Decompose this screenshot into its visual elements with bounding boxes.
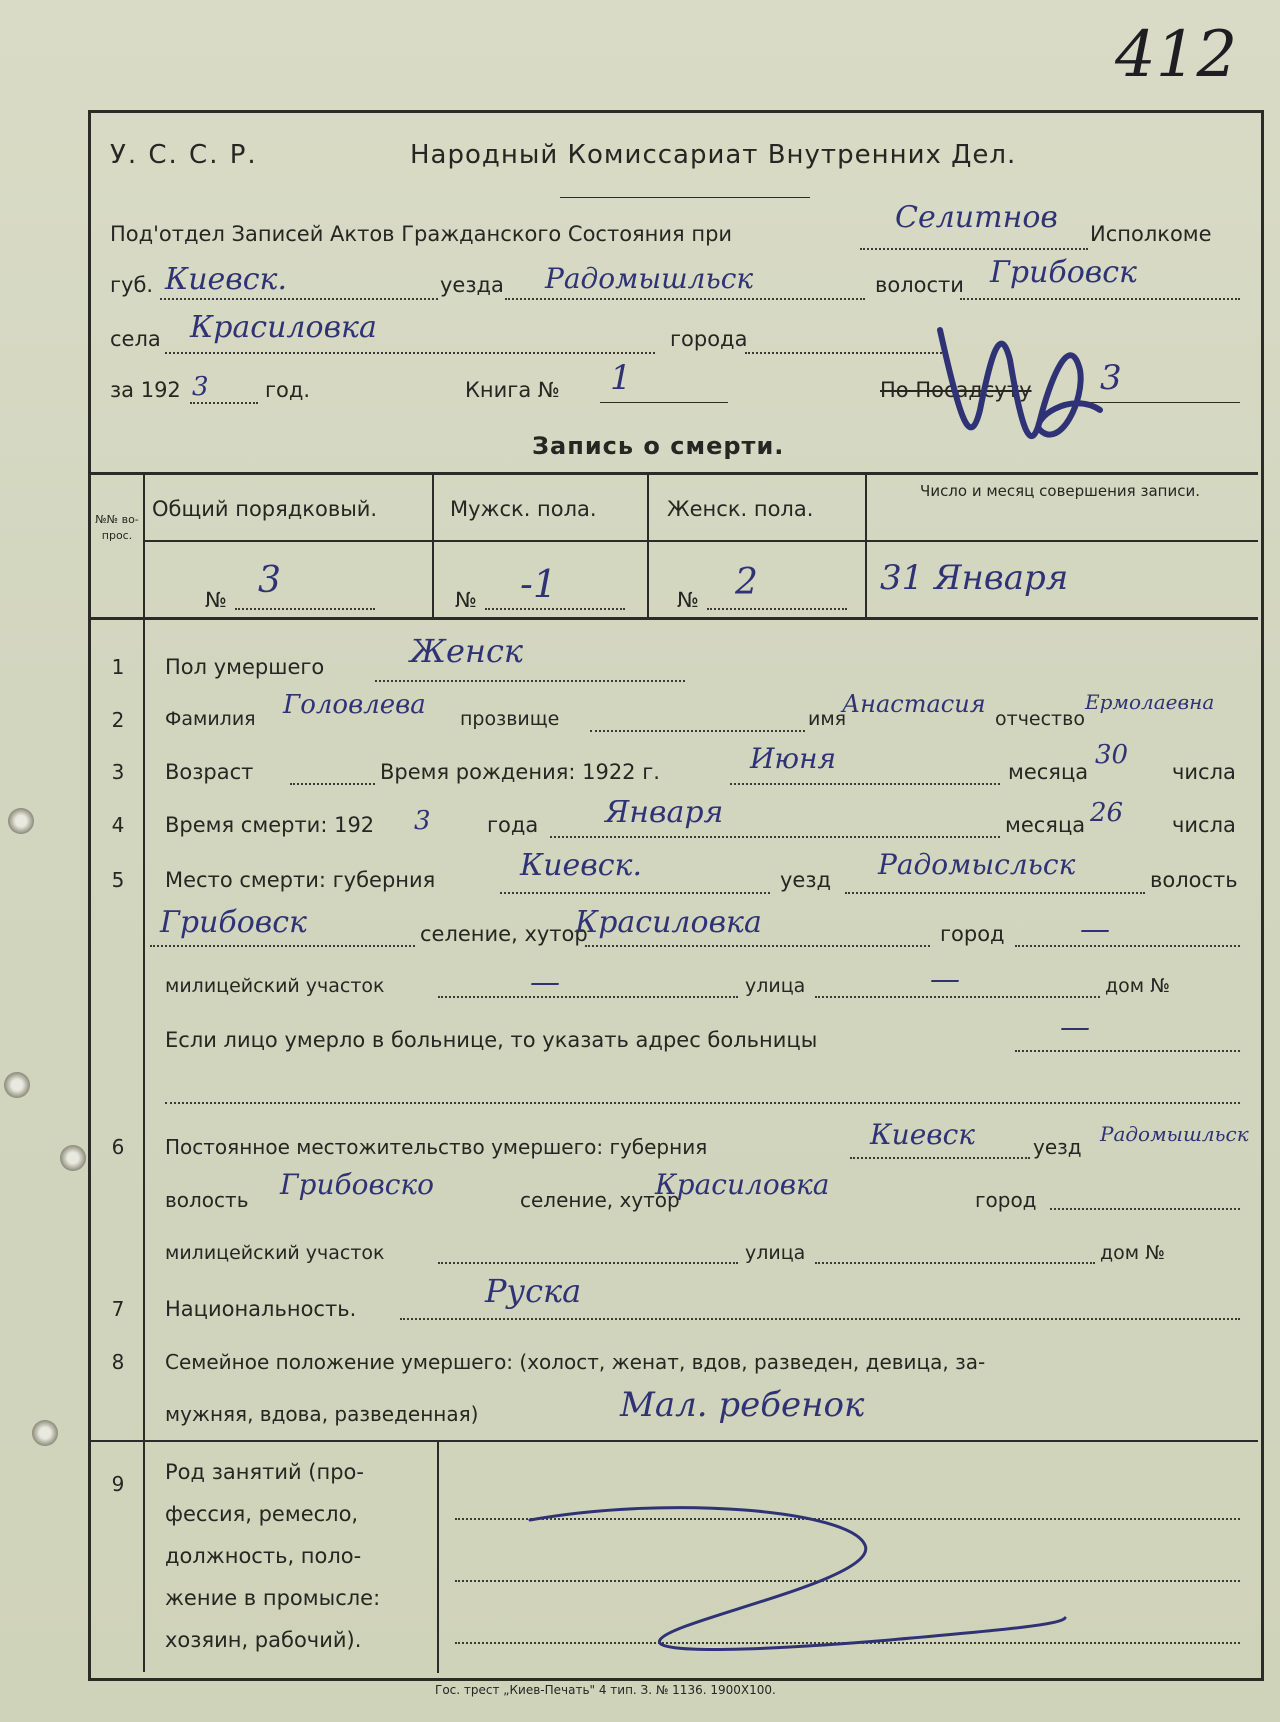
col-male: Мужск. пола. bbox=[450, 497, 597, 521]
hospital-fill-2 bbox=[165, 1102, 1240, 1104]
marital-value: Мал. ребенок bbox=[620, 1385, 865, 1425]
residence-street-label: улица bbox=[745, 1242, 806, 1264]
residence-uezd-value: Радомышльск bbox=[1100, 1122, 1249, 1146]
female-value: 2 bbox=[735, 562, 758, 603]
place-selo-value: Красиловка bbox=[575, 905, 762, 940]
surname-value: Головлева bbox=[283, 690, 426, 720]
residence-street-fill bbox=[815, 1262, 1095, 1264]
year-fill bbox=[190, 402, 258, 404]
gub-label: губ. bbox=[110, 273, 154, 297]
birth-day-label: числа bbox=[1172, 760, 1236, 784]
ussr-label: У. С. С. Р. bbox=[110, 140, 258, 170]
gub-value: Киевск. bbox=[165, 262, 288, 297]
patronymic-value: Ермолаевна bbox=[1085, 690, 1215, 714]
hospital-label: Если лицо умерло в больнице, то указать адрес больницы bbox=[165, 1028, 818, 1052]
table-col-3 bbox=[647, 472, 649, 617]
place-volost-fill bbox=[150, 945, 415, 947]
residence-label: Постоянное местожительство умершего: губерния bbox=[165, 1135, 708, 1159]
occupation-label-1: Род занятий (про- bbox=[165, 1460, 364, 1484]
col-female: Женск. пола. bbox=[667, 497, 814, 521]
patronymic-label: отчество bbox=[995, 708, 1085, 730]
god-label: год. bbox=[265, 378, 311, 402]
subdept-label: Под'отдел Записей Актов Гражданского Состояния при bbox=[110, 222, 733, 246]
female-fill bbox=[707, 608, 847, 610]
sex-label: Пол умершего bbox=[165, 655, 325, 679]
numbers-column bbox=[143, 617, 145, 1672]
table-header-bottom bbox=[145, 540, 1258, 542]
place-volost-value: Грибовск bbox=[160, 905, 307, 940]
general-fill bbox=[235, 608, 375, 610]
militia-dash: — bbox=[530, 965, 560, 1000]
col-question-numbers: №№ во-прос. bbox=[95, 513, 139, 542]
occupation-label-4: жение в промысле: bbox=[165, 1586, 381, 1610]
name-label: имя bbox=[808, 708, 847, 730]
female-no-label: № bbox=[677, 588, 699, 612]
male-value: -1 bbox=[520, 562, 558, 606]
sex-fill bbox=[375, 680, 685, 682]
place-label: Место смерти: губерния bbox=[165, 868, 436, 892]
book-fill bbox=[600, 402, 728, 403]
subdept-fill bbox=[860, 248, 1088, 250]
place-gub-fill bbox=[500, 892, 770, 894]
marital-label-2: мужняя, вдова, разведенная) bbox=[165, 1402, 479, 1426]
col-general: Общий порядковый. bbox=[152, 497, 378, 521]
row-number: 9 bbox=[111, 1472, 125, 1496]
occupation-label-3: должность, поло- bbox=[165, 1544, 362, 1568]
row-number: 5 bbox=[111, 868, 125, 892]
row-number: 4 bbox=[111, 813, 125, 837]
street-dash: — bbox=[930, 962, 960, 997]
residence-volost-label: волость bbox=[165, 1188, 249, 1212]
place-gub-value: Киевск. bbox=[520, 848, 643, 883]
male-fill bbox=[485, 608, 625, 610]
militia-label: милицейский участок bbox=[165, 975, 385, 997]
residence-volost-value: Грибовско bbox=[280, 1168, 434, 1201]
date-value: 31 Января bbox=[880, 558, 1069, 598]
volost-label: волости bbox=[875, 273, 964, 297]
nationality-value: Руска bbox=[485, 1272, 582, 1310]
general-value: 3 bbox=[258, 560, 281, 601]
commissariat-title: Народный Комиссариат Внутренних Дел. bbox=[410, 140, 1017, 170]
residence-gub-fill bbox=[850, 1157, 1030, 1159]
year-digit: 3 bbox=[192, 372, 209, 402]
book-label: Книга № bbox=[465, 378, 560, 402]
marital-label-1: Семейное положение умершего: (холост, женат, вдов, разведен, девица, за- bbox=[165, 1350, 986, 1374]
age-fill bbox=[290, 783, 375, 785]
subdept-value: Селитнов bbox=[895, 200, 1058, 235]
death-month-label: месяца bbox=[1005, 813, 1086, 837]
year-label: за 192 bbox=[110, 378, 181, 402]
row-number: 6 bbox=[111, 1135, 125, 1159]
death-day-label: числа bbox=[1172, 813, 1236, 837]
po-value: 3 bbox=[1100, 358, 1122, 398]
birth-day-value: 30 bbox=[1095, 740, 1129, 770]
hospital-dash: — bbox=[1060, 1010, 1090, 1045]
place-volost-label: волость bbox=[1150, 868, 1238, 892]
gub-fill bbox=[160, 298, 438, 300]
residence-militia-fill bbox=[438, 1262, 738, 1264]
militia-fill bbox=[438, 996, 738, 998]
printer-footer: Гос. трест „Киев-Печать" 4 тип. З. № 1136. 1900Х100. bbox=[435, 1683, 776, 1697]
death-day-value: 26 bbox=[1090, 798, 1124, 828]
male-no-label: № bbox=[455, 588, 477, 612]
hospital-fill bbox=[1015, 1050, 1240, 1052]
row-number: 7 bbox=[111, 1297, 125, 1321]
table-bottom bbox=[90, 617, 1258, 620]
sex-value: Женск bbox=[410, 632, 523, 670]
house-label: дом № bbox=[1105, 975, 1170, 997]
surname-label: Фамилия bbox=[165, 708, 256, 730]
scribble-mark bbox=[920, 300, 1120, 480]
death-label: Время смерти: 192 bbox=[165, 813, 375, 837]
table-col-4 bbox=[865, 472, 867, 617]
selo-fill bbox=[165, 352, 655, 354]
death-month-value: Января bbox=[605, 795, 724, 830]
record-title: Запись о смерти. bbox=[532, 432, 785, 460]
punch-hole bbox=[32, 1420, 58, 1446]
subdept-tail: Исполкоме bbox=[1090, 222, 1212, 246]
punch-hole bbox=[60, 1145, 86, 1171]
punch-hole bbox=[8, 808, 34, 834]
row-number: 3 bbox=[111, 760, 125, 784]
occupation-divider bbox=[437, 1440, 439, 1673]
place-uezd-value: Радомысльск bbox=[878, 848, 1076, 881]
place-selo-fill bbox=[585, 945, 930, 947]
row8-bottom bbox=[90, 1440, 1258, 1442]
gorod-fill bbox=[745, 352, 945, 354]
table-col-1 bbox=[143, 472, 145, 617]
gorod-label: города bbox=[670, 327, 748, 351]
punch-hole bbox=[4, 1072, 30, 1098]
residence-militia-label: милицейский участок bbox=[165, 1242, 385, 1264]
uezd-value: Радомышльск bbox=[545, 262, 754, 295]
selo-value: Красиловка bbox=[190, 310, 377, 345]
col-date: Число и месяц совершения записи. bbox=[920, 482, 1200, 500]
occupation-strike-mark bbox=[520, 1500, 1080, 1660]
birth-month-label: месяца bbox=[1008, 760, 1089, 784]
place-gorod-dash: — bbox=[1080, 912, 1110, 947]
place-uezd-label: уезд bbox=[780, 868, 832, 892]
place-gorod-fill bbox=[1015, 945, 1240, 947]
table-col-2 bbox=[432, 472, 434, 617]
occupation-label-2: фессия, ремесло, bbox=[165, 1502, 359, 1526]
place-selo-label: селение, хутор bbox=[420, 922, 588, 946]
occupation-label-5: хозяин, рабочий). bbox=[165, 1628, 362, 1652]
name-value: Анастасия bbox=[842, 690, 986, 718]
selo-label: села bbox=[110, 327, 161, 351]
residence-selo-value: Красиловка bbox=[655, 1168, 830, 1201]
birth-month-value: Июня bbox=[750, 742, 837, 775]
nationality-fill bbox=[400, 1318, 1240, 1320]
book-value: 1 bbox=[610, 358, 632, 398]
residence-gorod-fill bbox=[1050, 1208, 1240, 1210]
volost-value: Грибовск bbox=[990, 255, 1137, 290]
nationality-label: Национальность. bbox=[165, 1297, 357, 1321]
page-number: 412 bbox=[1115, 18, 1238, 92]
general-no-label: № bbox=[205, 588, 227, 612]
residence-gorod-label: город bbox=[975, 1188, 1037, 1212]
residence-selo-label: селение, хутор bbox=[520, 1188, 680, 1212]
place-gorod-label: город bbox=[940, 922, 1005, 946]
table-top bbox=[90, 472, 1258, 475]
po-label: По Посадсуту bbox=[880, 378, 1032, 402]
place-uezd-fill bbox=[845, 892, 1145, 894]
nickname-label: прозвище bbox=[460, 708, 560, 730]
age-label: Возраст bbox=[165, 760, 254, 784]
header-rule bbox=[560, 197, 810, 198]
birth-month-fill bbox=[730, 783, 1000, 785]
death-month-fill bbox=[550, 836, 1000, 838]
death-year-digit: 3 bbox=[414, 806, 431, 836]
row-number: 8 bbox=[111, 1350, 125, 1374]
residence-house-label: дом № bbox=[1100, 1242, 1165, 1264]
uezd-fill bbox=[505, 298, 865, 300]
street-label: улица bbox=[745, 975, 806, 997]
uezd-label: уезда bbox=[440, 273, 504, 297]
residence-gub-value: Киевск bbox=[870, 1118, 975, 1151]
row-number: 2 bbox=[111, 708, 125, 732]
birth-label: Время рождения: 1922 г. bbox=[380, 760, 660, 784]
row-number: 1 bbox=[111, 655, 125, 679]
death-god-label: года bbox=[487, 813, 539, 837]
residence-uezd-label: уезд bbox=[1033, 1135, 1082, 1159]
nickname-fill bbox=[590, 730, 805, 732]
